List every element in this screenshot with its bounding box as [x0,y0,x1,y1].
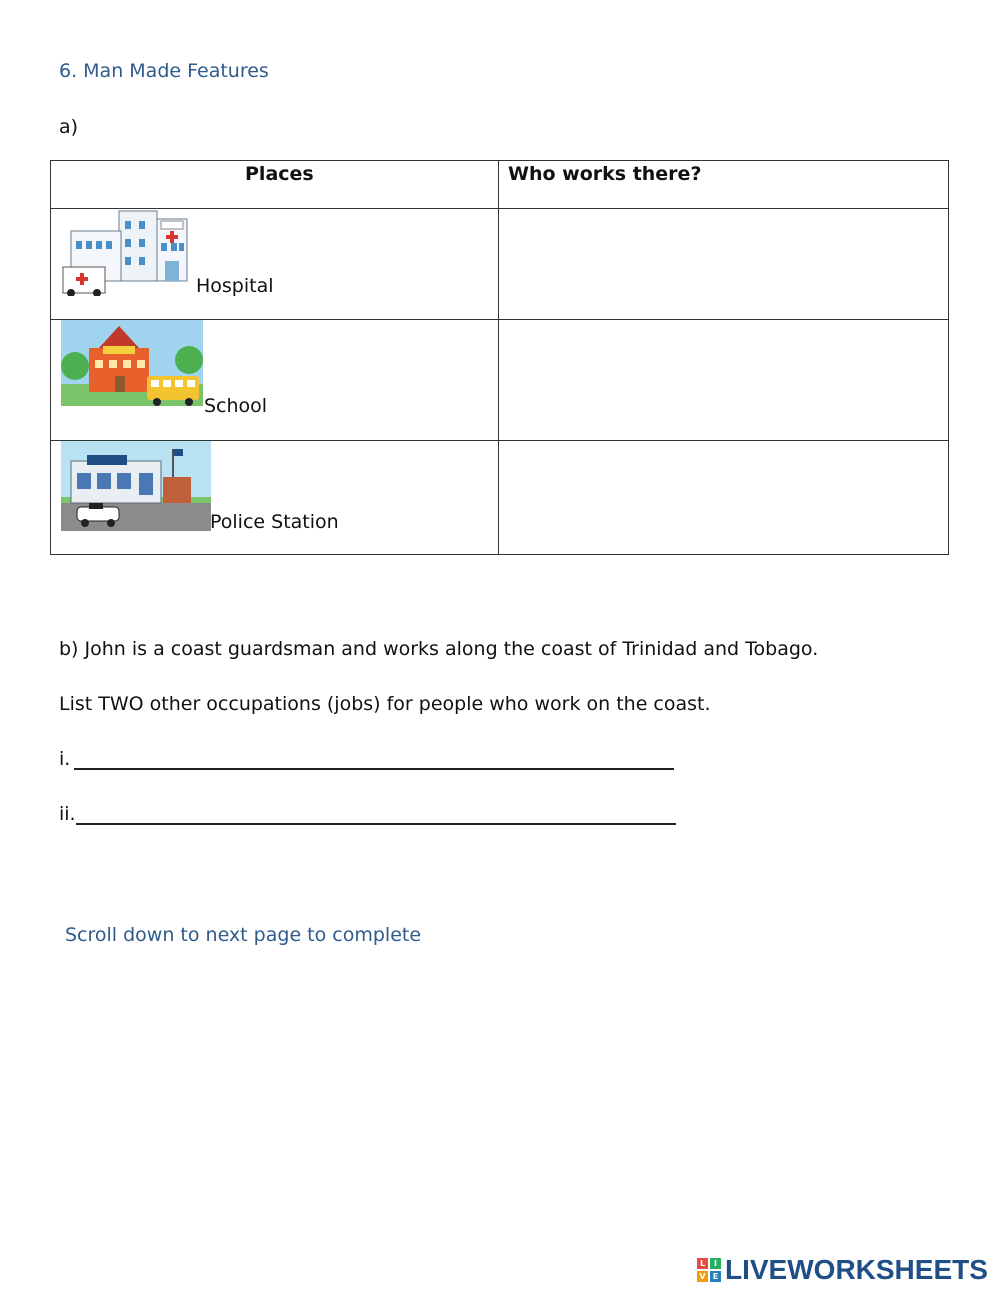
header-who-works: Who works there? [499,161,949,209]
liveworksheets-logo[interactable] [697,1254,988,1286]
place-label: Hospital [196,275,274,297]
places-table [50,160,949,555]
table-row [51,209,949,320]
answer-line-label: i. [59,748,71,770]
place-cell-school [51,320,499,441]
section-title: 6. Man Made Features [59,60,269,82]
liveworksheets-mark-icon: L I V E [697,1258,721,1282]
place-label: Police Station [210,511,339,533]
place-cell-hospital [51,209,499,320]
place-cell-police-station [51,441,499,555]
answer-cell-hospital[interactable] [499,209,949,320]
part-b-instruction: List TWO other occupations (jobs) for people who work on the coast. [59,693,711,715]
answer-cell-police-station[interactable] [499,441,949,555]
school-illustration [61,320,203,412]
logo-text: LIVEWORKSHEETS [725,1254,988,1285]
hospital-illustration [61,209,198,296]
answer-blank-i[interactable] [74,750,674,770]
answer-line-i [59,748,674,770]
table-row [51,441,949,555]
answer-cell-school[interactable] [499,320,949,441]
answer-line-ii [59,803,676,825]
police-station-illustration [61,441,211,531]
scroll-note: Scroll down to next page to complete [65,924,422,946]
answer-line-label: ii. [59,803,76,825]
answer-blank-ii[interactable] [76,805,676,825]
place-label: School [204,395,268,417]
table-row [51,320,949,441]
table-header-row [51,161,949,209]
header-places: Places [51,161,499,209]
part-a-label: a) [59,116,79,138]
part-b-statement: b) John is a coast guardsman and works along the coast of Trinidad and Tobago. [59,638,819,660]
